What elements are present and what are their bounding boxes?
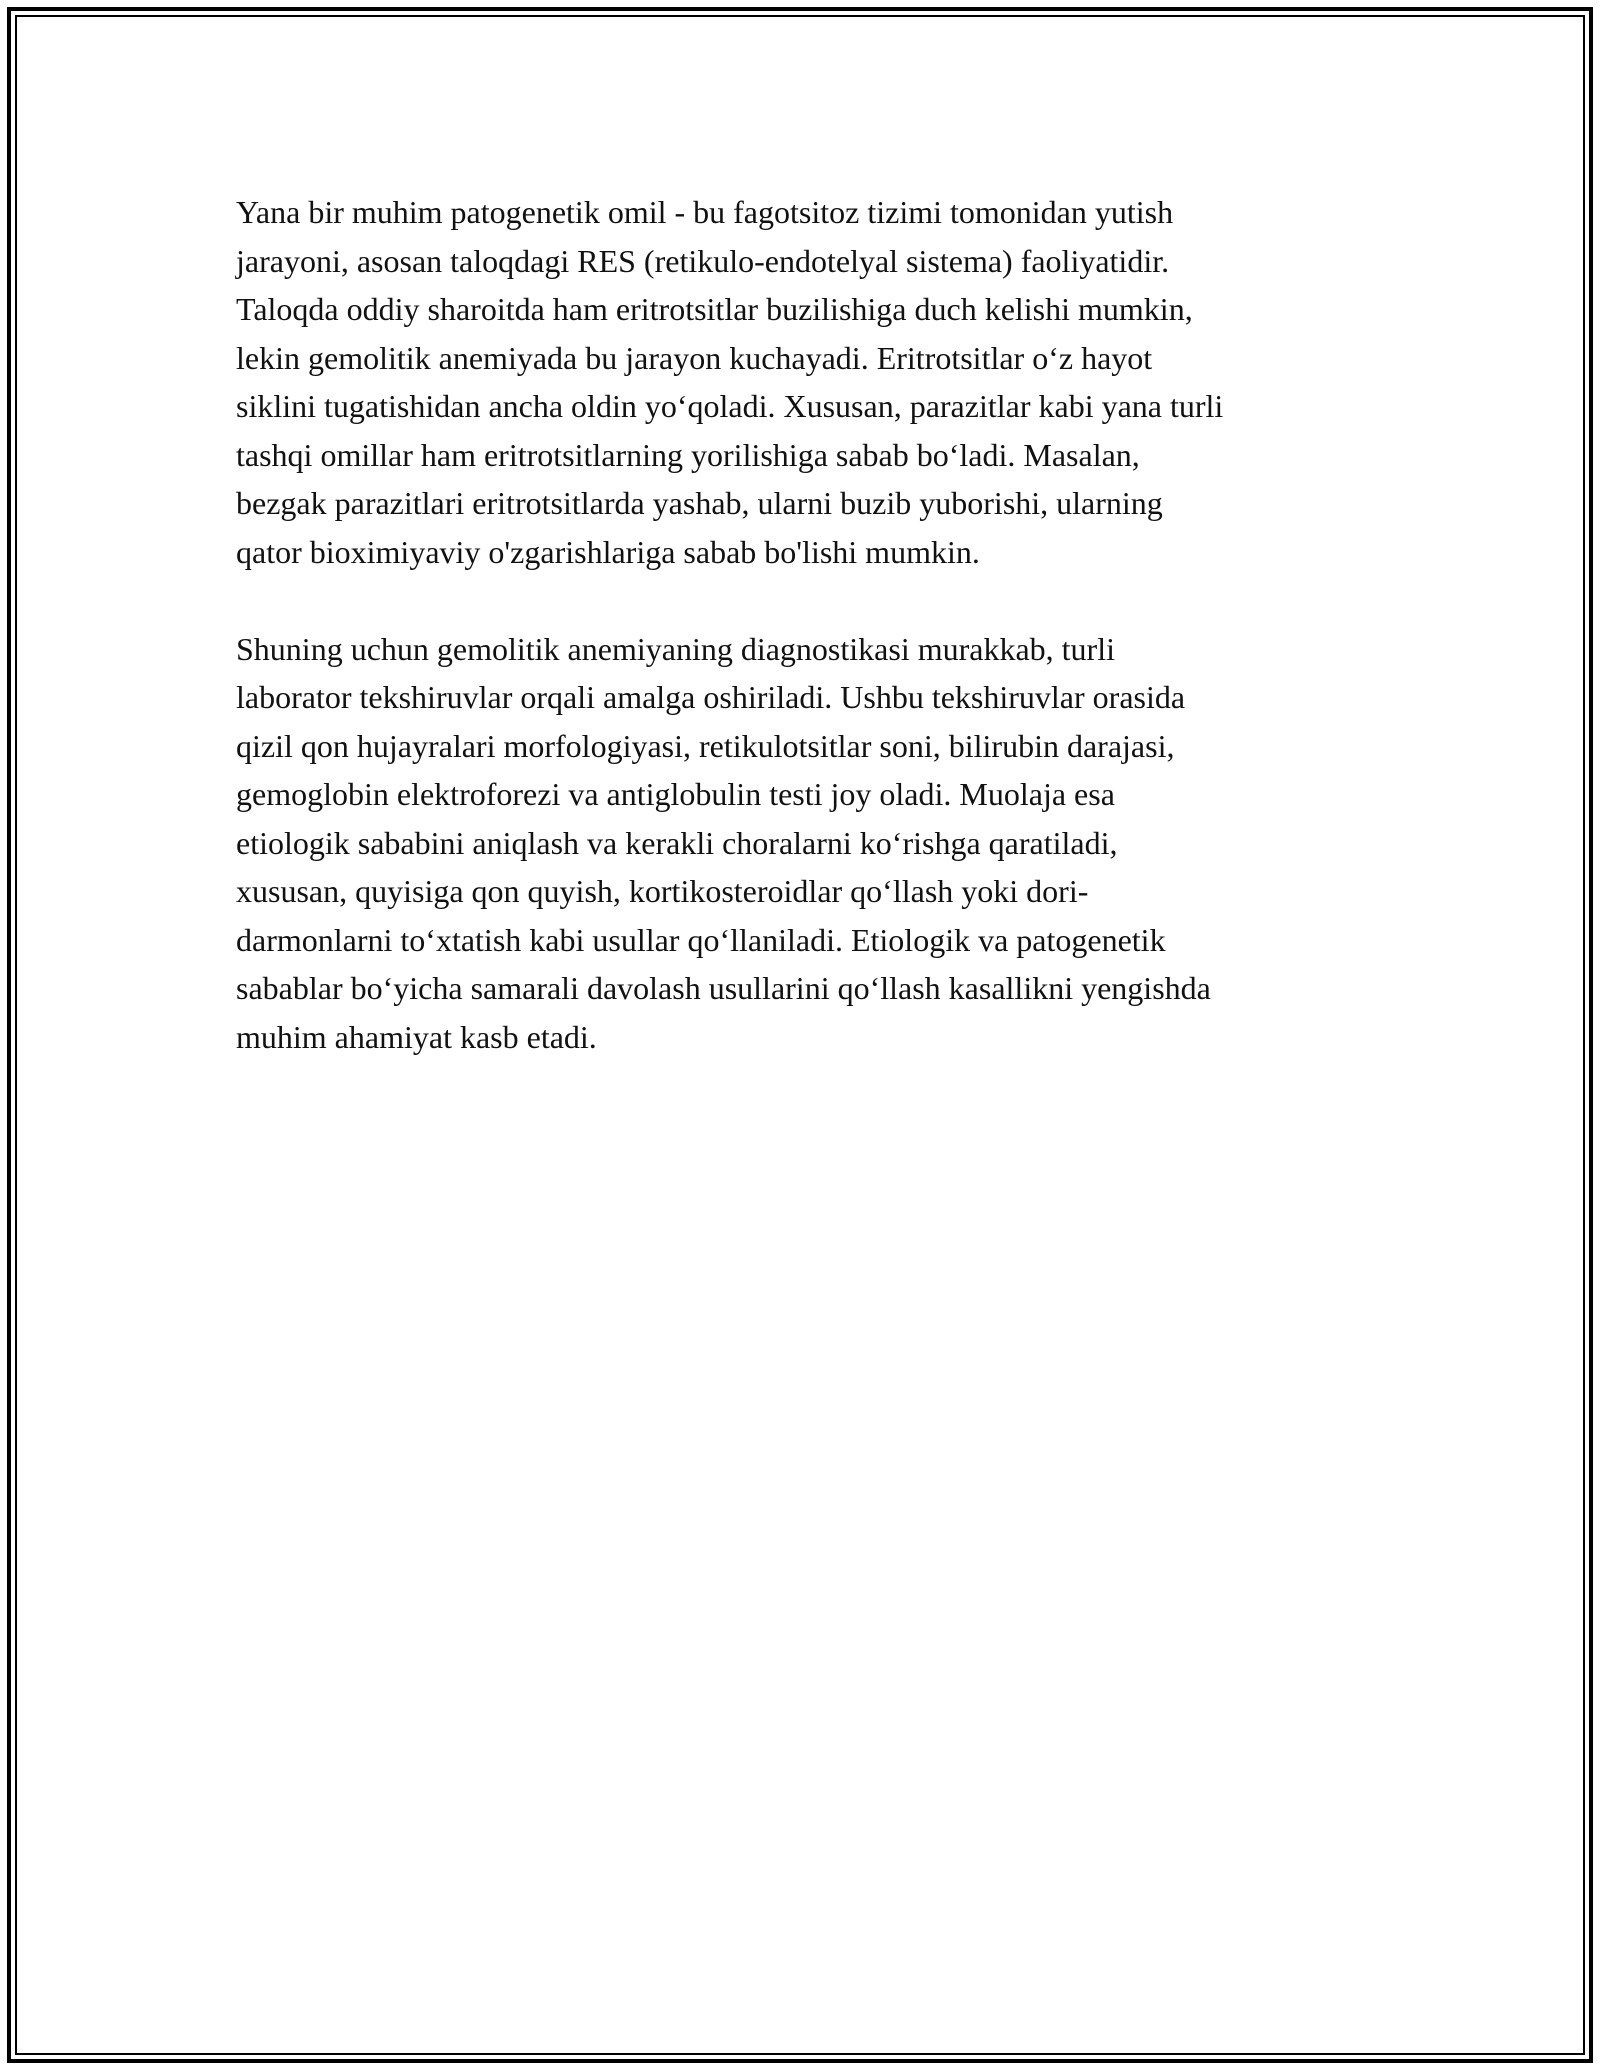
paragraph-line: lekin gemolitik anemiyada bu jarayon kuchayadi. Eritrotsitlar o‘z hayot: [236, 339, 1153, 376]
paragraph-line: Taloqda oddiy sharoitda ham eritrotsitlar buzilishiga duch kelishi mumkin,: [236, 291, 1193, 327]
paragraph-line: qator bioximiyaviy o'zgarishlariga sabab bo'lishi mumkin.: [236, 533, 980, 570]
paragraph-line: Shuning uchun gemolitik anemiyaning diagnostikasi murakkab, turli: [236, 630, 1115, 667]
document-body: [236, 188, 1396, 1061]
paragraph-2: [236, 625, 1396, 1062]
paragraph-line: qizil qon hujayralari morfologiyasi, retikulotsitlar soni, bilirubin darajasi,: [236, 727, 1175, 764]
paragraph-line: muhim ahamiyat kasb etadi.: [236, 1018, 597, 1055]
paragraph-line: darmonlarni to‘xtatish kabi usullar qo‘llaniladi. Etiologik va patogenetik: [236, 921, 1166, 958]
paragraph-1: [236, 188, 1396, 576]
paragraph-line: tashqi omillar ham eritrotsitlarning yorilishiga sabab bo‘ladi. Masalan,: [236, 436, 1140, 473]
paragraph-line: sabablar bo‘yicha samarali davolash usullarini qo‘llash kasallikni yengishda: [236, 970, 1211, 1006]
paragraph-line: etiologik sababini aniqlash va kerakli choralarni ko‘rishga qaratiladi,: [236, 824, 1118, 861]
paragraph-line: xususan, quyisiga qon quyish, kortikosteroidlar qo‘llash yoki dori-: [236, 873, 1089, 909]
paragraph-line: Yana bir muhim patogenetik omil - bu fagotsitoz tizimi tomonidan yutish: [236, 194, 1174, 230]
paragraph-line: bezgak parazitlari eritrotsitlarda yashab, ularni buzib yuborishi, ularning: [236, 485, 1163, 521]
paragraph-line: laborator tekshiruvlar orqali amalga oshiriladi. Ushbu tekshiruvlar orasida: [236, 679, 1186, 715]
paragraph-line: siklini tugatishidan ancha oldin yo‘qoladi. Xususan, parazitlar kabi yana turli: [236, 388, 1224, 424]
paragraph-line: gemoglobin elektroforezi va antiglobulin testi joy oladi. Muolaja esa: [236, 776, 1115, 812]
paragraph-line: jarayoni, asosan taloqdagi RES (retikulo-endotelyal sistema) faoliyatidir.: [236, 242, 1170, 279]
